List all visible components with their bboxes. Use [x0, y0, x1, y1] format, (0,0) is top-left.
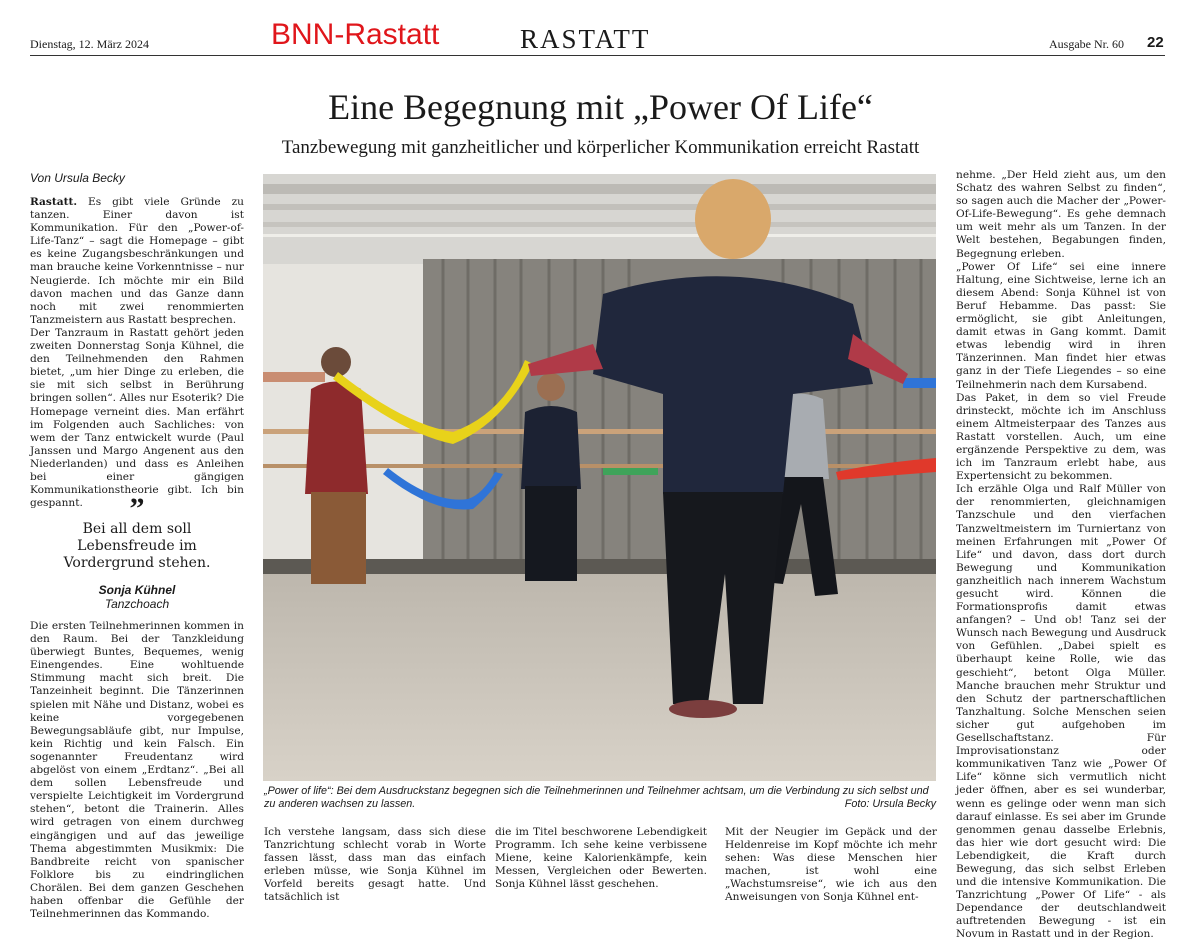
left-column-bottom: Die ersten Teilnehmerinnen kommen in den Raum. Bei der Tanzkleidung überwiegt Buntes, Bequemes, wenig Einengendes. Eine wohltuende Stimmung macht sich breit. Die Tanzeinheit beginnt. Die Tänzerinnen spielen mit Nähe und Distanz, wobei es keine vorgegebenen Bewegungsabläufe gibt, nur Impulse, kein Richtig und kein Falsch. Ein sogenannter Freudentanz wird abgelöst von einem „Erdtanz“. „Bei all dem sollen Lebensfreude und verspielte Leichtigkeit im Vordergrund stehen“, betont die Trainerin. Alles wird getragen von einem durchweg eingängigen und auf das jeweilige Thema abgestimmten Musikmix: Die Bandbreite reicht von spanischer Folklore bis zu eindringlichen Chorälen. Bei dem ganzen Geschehen haben offenbar die Gefühle der Teilnehmerinnen das Kommando. — [30, 620, 244, 921]
right-column: nehme. „Der Held zieht aus, um den Schatz des wahren Selbst zu finden“, so sagen auch die Macher der „Power-Of-Life-Bewegung“. Es gehe demnach um weit mehr als um Tanzen. In der Welt bestehen, Begabungen finden, Begegnung erleben. „Power Of Life“ sei eine innere Haltung, eine Sichtweise, lerne ich an diesem Abend: Sonja Kühnel ist von Beruf Hebamme. Das passt: Sie ermöglicht, sie gibt Anleitungen, damit etwas in Gang kommt. Damit etwas lebendig wird in ihren Tänzerinnen. Man findet hier etwas ganz in der Tiefe Liegendes – so eine Teilnehmerin nach dem Kursabend. Das Paket, in dem so viel Freude drinsteckt, möchte ich im Anschluss einem Altmeisterpaar des Tanzes aus Rastatt vorstellen. Auch, um eine ergänzende Perspektive zu dem, was ich im Tanzraum erlebt habe, aus Expertensicht zu bekommen. Ich erzähle Olga und Ralf Müller von der renommierten, gleichnamigen Tanzschule und den vierfachen Tanzweltmeistern im Turniertanz von meinen Erfahrungen mit „Power Of Life“ und davon, dass dort durch Bewegung und Kommunikation ganzheitlich nach innerem Wachstum gesucht wird. Können die Formationsprofis damit etwas anfangen? – Und ob! Tanz sei der Wunsch nach Bewegung und Ausdruck von Gefühlen. „Dabei spielt es überhaupt keine Rolle, wie das geschieht“, betont Olga Müller. Manche brauchen mehr Struktur und den Schutz der partnerschaftlichen Tanzhaltung. Solche Menschen seien sicher gut aufgehoben im Gesellschaftstanz. Für Improvisationstanz oder kommunikativen Tanz wie „Power Of Life“ könne sich vermutlich nicht jeder öffnen, aber es sei wunderbar, wenn es gelinge oder wenn man sich darauf einlasse. Es sei aber im Grunde genommen genau dasselbe Erlebnis, das hier wie dort gesucht wird: Die Lebendigkeit, die Kraft durch Bewegung, das sich selbst Erleben und die intensive Kommunikation. Die Tanzrichtung „Power Of Life“ - als Dependance der deutschlandweit auftretenden Bewegung - ist ein Novum in Rastatt und in der Region. — [956, 169, 1166, 941]
bottom-column-1: Ich verstehe langsam, dass sich diese Tanzrichtung schlecht vorab in Worte fassen lässt, dass man das einfach erleben müsse, wie Sonja Kühnel im Vorfeld bereits gesagt hatte. Und tatsächlich ist — [264, 826, 486, 904]
article-photo — [263, 174, 936, 781]
quote-author: Sonja Kühnel — [98, 583, 176, 597]
left-column-top-text: Es gibt viele Gründe zu tanzen. Einer davon ist Kommunikation. Für den „Power-of-Life-Tanz“ – sagt die Homepage – gibt es keine Zugangsbeschränkungen und man brauche keine Vorkenntnisse – nur Neugierde. Ich möchte mir ein Bild davon machen und das Ganze dann noch mit zwei renommierten Tanzmeistern aus Rastatt besprechen. Der Tanzraum in Rastatt gehört jeden zweiten Donnerstag Sonja Kühnel, die den Teilnehmenden den Rahmen bietet, „um hier Dinge zu erleben, die sie mit sich selbst in Berührung bringen sollen“. Alles nur Esoterik? Die Homepage verneint dies. Man erfährt im Folgenden auch Sachliches: von wem der Tanz entwickelt wurde (Paul Janssen und Margo Angenent aus den Niederlanden) und dass es Anleihen bei einer gängigen Kommunikationstheorie gibt. Ich bin gespannt. — [30, 196, 244, 510]
headline: Eine Begegnung mit „Power Of Life“ — [328, 87, 873, 127]
photo-credit: Foto: Ursula Becky — [844, 798, 936, 810]
pull-quote: Bei all dem soll Lebensfreude im Vordergrund stehen. — [63, 521, 211, 571]
header-rule — [30, 55, 1165, 56]
issue-date: Dienstag, 12. März 2024 — [30, 37, 149, 51]
bottom-column-3: Mit der Neugier im Gepäck und der Heldenreise im Kopf möchte ich mehr sehen: Was diese Menschen hier machen, ist wohl eine „Wachstumsreise“, wie ich aus den Anweisungen von Sonja Kühnel ent- — [725, 826, 937, 904]
photo-caption-text: „Power of life“: Bei dem Ausdruckstanz begegnen sich die Teilnehmerinnen und Teilnehmer achtsam, um die Verbindung zu sich selbst und zu anderen wachsen zu lassen. — [264, 785, 929, 810]
byline: Von Ursula Becky — [30, 171, 125, 185]
subheadline: Tanzbewegung mit ganzheitlicher und körperlicher Kommunikation erreicht Rastatt — [281, 137, 920, 158]
photo-caption — [264, 785, 936, 811]
quote-author-role: Tanzchoach — [104, 597, 170, 611]
dateline: Rastatt. — [30, 196, 78, 208]
issue-number: Ausgabe Nr. 60 — [1049, 37, 1124, 51]
quote-mark-icon: ” — [129, 492, 145, 525]
dance-photo-illustration — [263, 174, 936, 781]
page-number: 22 — [1147, 34, 1164, 51]
bottom-column-2: die im Titel beschworene Lebendigkeit Programm. Ich sehe keine verbissene Miene, keine Kalorienkämpfe, kein Messen, Vergleichen oder Bewerten. Sonja Kühnel lässt geschehen. — [495, 826, 707, 891]
source-label: BNN-Rastatt — [271, 18, 440, 51]
left-column-top — [30, 196, 244, 510]
section-title: RASTATT — [520, 24, 651, 54]
